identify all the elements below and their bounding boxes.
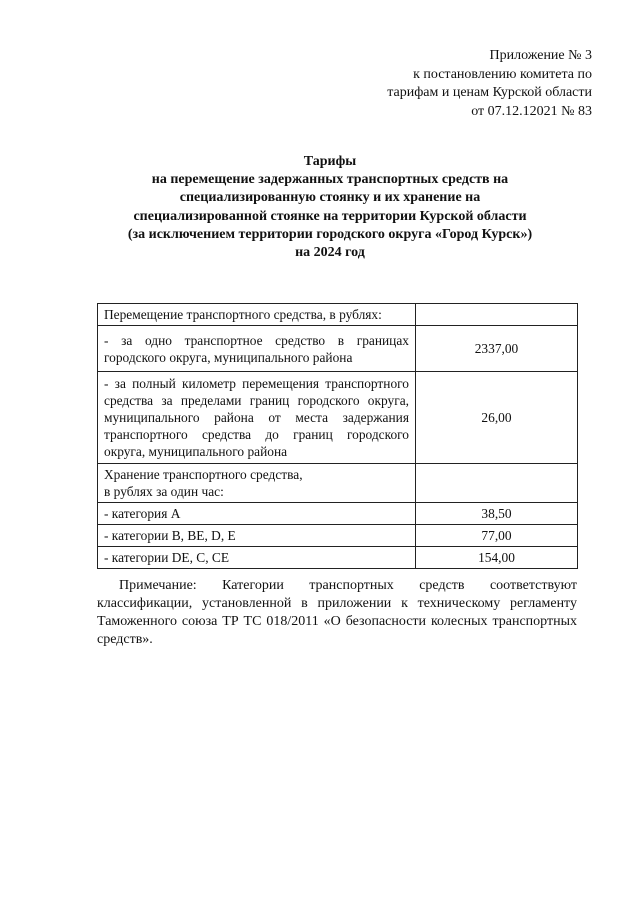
row-description-line: Хранение транспортного средства, [104, 467, 303, 482]
tariff-table [97, 303, 578, 569]
title-line: специализированную стоянку и их хранение на [179, 190, 481, 206]
title-line: специализированной стоянке на территории Курской области [133, 208, 527, 224]
appendix-resolution-ref: к постановлению комитета по [413, 66, 592, 82]
row-description: - за одно транспортное средство в границах городского округа, муниципального района [98, 326, 416, 372]
row-description: Перемещение транспортного средства, в рублях: [98, 304, 416, 326]
note-paragraph [97, 577, 577, 649]
table-row [98, 525, 578, 547]
row-value: 26,00 [416, 372, 578, 464]
appendix-number: Приложение № 3 [489, 48, 592, 63]
row-description: - категория А [98, 503, 416, 525]
row-value [416, 464, 578, 503]
document-title [60, 153, 600, 262]
row-value: 154,00 [416, 547, 578, 569]
row-description [98, 464, 416, 503]
table-row [98, 503, 578, 525]
title-line: Тарифы [303, 154, 357, 169]
row-value: 38,50 [416, 503, 578, 525]
appendix-committee: тарифам и ценам Курской области [387, 85, 592, 100]
table-row [98, 372, 578, 464]
title-line: (за исключением территории городского округа «Город Курск») [127, 226, 533, 242]
table-row [98, 547, 578, 569]
row-value: 77,00 [416, 525, 578, 547]
row-value [416, 304, 578, 326]
row-description: - категории B, BE, D, E [98, 525, 416, 547]
table-row [98, 464, 578, 503]
title-line: на 2024 год [295, 245, 365, 261]
appendix-header [330, 47, 592, 121]
row-description: - за полный километр перемещения транспортного средства за пределами границ городского округа, муниципального района от места задержания транспортного средства до границ городского округа, муниципального района [98, 372, 416, 464]
title-line: на перемещение задержанных транспортных средств на [151, 172, 509, 188]
note-text: Примечание: Категории транспортных средств соответствуют классификации, установленной в приложении к техническому регламенту Таможенного союза ТР ТС 018/2011 «О безопасности колесных транспортных средств». [97, 578, 577, 647]
table-row [98, 326, 578, 372]
table-row [98, 304, 578, 326]
row-description: - категории DE, C, CE [98, 547, 416, 569]
row-value: 2337,00 [416, 326, 578, 372]
appendix-date-number: от 07.12.12021 № 83 [471, 103, 592, 119]
row-description-line: в рублях за один час: [104, 484, 224, 499]
